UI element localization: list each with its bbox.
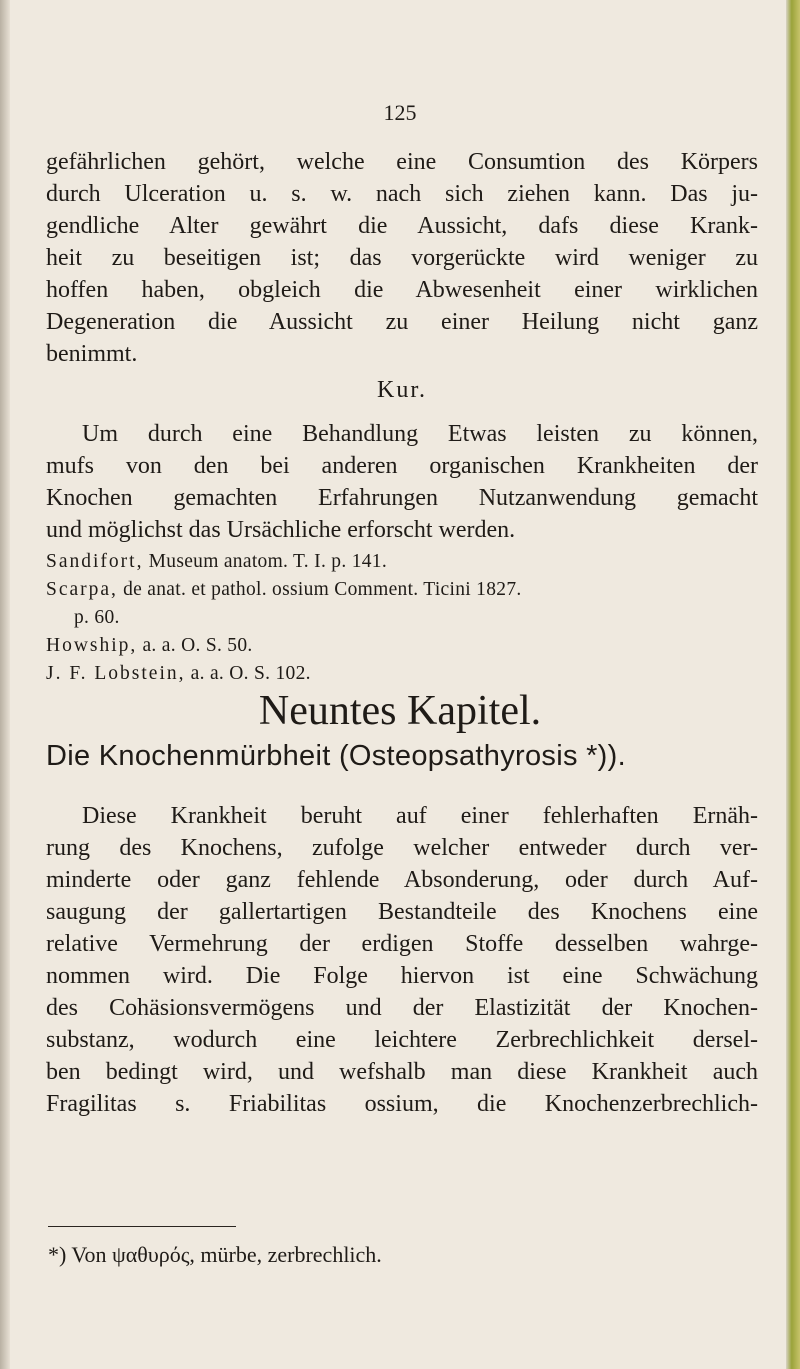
text-line: des Cohäsionsvermögens und der Elastizität der Knochen- [46,995,758,1021]
text-line: Diese Krankheit beruht auf einer fehlerhaften Ernäh- [82,803,758,829]
section-heading [46,374,758,406]
section-heading-text: Kur. [377,377,427,403]
page-edge-left [0,0,10,1369]
reference-author: Sandifort, [46,551,144,572]
text-line: substanz, wodurch eine leichtere Zerbrechlichkeit dersel- [46,1027,758,1053]
reference-continuation: p. 60. [74,607,120,628]
text-line: durch Ulceration u. s. w. nach sich ziehen kann. Das ju- [46,181,758,207]
footnote-divider [48,1226,236,1227]
text-line: Knochen gemachten Erfahrungen Nutzanwendung gemacht [46,485,758,511]
page-edge-right [786,0,800,1369]
footnote: *) Von ψαθυρός, mürbe, zerbrechlich. [48,1242,382,1267]
text-line: saugung der gallertartigen Bestandteile des Knochens eine [46,899,758,925]
reference-text: a. a. O. S. 50. [137,635,253,656]
reference-item [46,632,758,660]
reference-text: de anat. et pathol. ossium Comment. Ticini 1827. [117,579,522,600]
reference-author: J. F. Lobstein, [46,663,186,684]
text-line: Fragilitas s. Friabilitas ossium, die Knochenzerbrechlich- [46,1091,758,1117]
text-line: nommen wird. Die Folge hiervon ist eine Schwächung [46,963,758,989]
chapter-title: Neuntes Kapitel. [258,688,542,734]
text-line: und möglichst das Ursächliche erforscht werden. [46,517,516,543]
paragraph-3 [46,800,758,1120]
reference-item [46,660,758,688]
text-line: Um durch eine Behandlung Etwas leisten zu können, [82,421,758,447]
text-line: minderte oder ganz fehlende Absonderung, oder durch Auf- [46,867,758,893]
reference-item [46,548,758,576]
paragraph-2 [46,418,758,546]
reference-list [46,548,758,688]
page-number: 125 [383,100,417,125]
reference-author: Howship, [46,635,138,656]
paragraph-1 [46,146,758,370]
text-line: Degeneration die Aussicht zu einer Heilung nicht ganz [46,309,758,335]
chapter-subtitle: Die Knochenmürbheit (Osteopsathyrosis *)). [46,740,626,772]
text-line: gendliche Alter gewährt die Aussicht, dafs diese Krank- [46,213,758,239]
text-line: rung des Knochens, zufolge welcher entweder durch ver- [46,835,758,861]
text-line: benimmt. [46,341,138,367]
text-line: gefährlichen gehört, welche eine Consumtion des Körpers [46,149,758,175]
reference-text: a. a. O. S. 102. [185,663,311,684]
reference-author: Scarpa, [46,579,118,600]
text-line: relative Vermehrung der erdigen Stoffe desselben wahrge- [46,931,758,957]
text-line: ben bedingt wird, und wefshalb man diese Krankheit auch [46,1059,758,1085]
reference-text: Museum anatom. T. I. p. 141. [143,551,388,572]
text-line: mufs von den bei anderen organischen Krankheiten der [46,453,758,479]
text-line: heit zu beseitigen ist; das vorgerückte wird weniger zu [46,245,758,271]
text-line: hoffen haben, obgleich die Abwesenheit einer wirklichen [46,277,758,303]
reference-item [46,576,758,604]
